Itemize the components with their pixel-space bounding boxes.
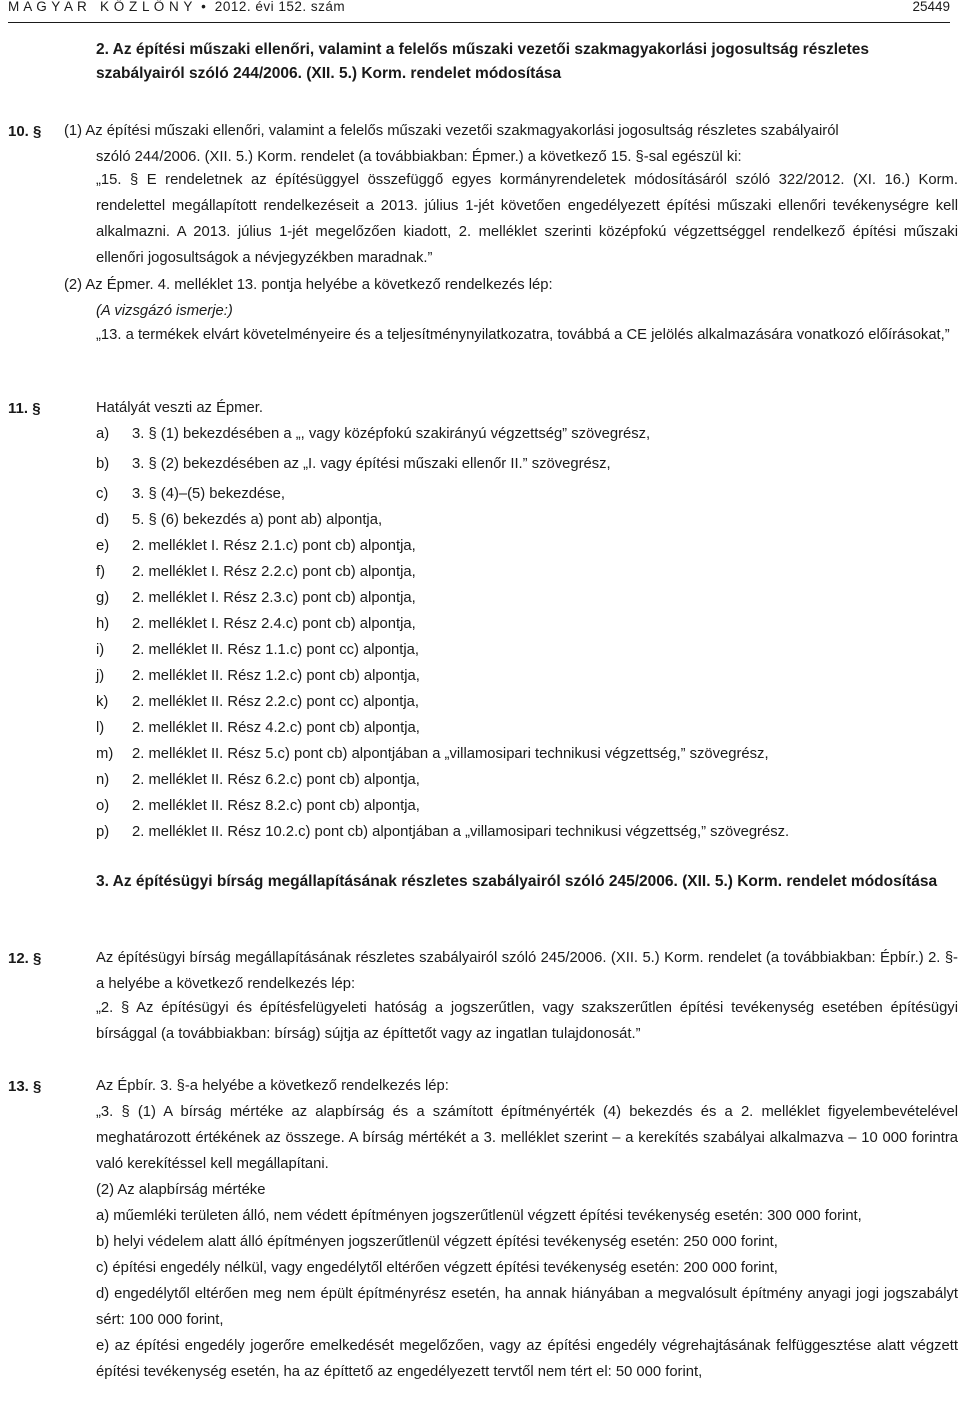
p13-intro: Az Épbír. 3. §-a helyébe a következő rendelkezés lép:: [96, 1078, 449, 1094]
list-item: 3. § (2) bekezdésében az „I. vagy építési műszaki ellenőr II.” szövegrész,: [132, 456, 611, 472]
p10-quote-13: „13. a termékek elvárt követelményeire és a teljesítménynyilatkozatra, továbbá a CE jelölés alkalmazására vonatkozó előírásokat,”: [96, 327, 950, 343]
list-item-label: g): [96, 590, 110, 606]
list-item: 2. melléklet II. Rész 8.2.c) pont cb) alpontja,: [132, 798, 420, 814]
p13-point-b: b) helyi védelem alatt álló építményen jogszerűtlenül végzett építési tevékenység esetén: 250 000 forint,: [96, 1234, 778, 1250]
list-item: 2. melléklet II. Rész 1.1.c) pont cc) alpontja,: [132, 642, 420, 658]
list-item-label: i): [96, 642, 105, 658]
list-item-label: k): [96, 694, 109, 710]
page-header: [8, 0, 950, 23]
list-item: 2. melléklet I. Rész 2.4.c) pont cb) alpontja,: [132, 616, 416, 632]
p13-quote-1: „3. § (1) A bírság mértéke az alapbírság és a számított építményérték (4) bekezdés és a 2. melléklet figyelembevételével meghatározott értékének az összege. A bírság mértékét a 3. melléklet szerint – a kerekítés szabályai alkalmazva – 10 000 forintra való kerekítéssel kell megállapítani.: [96, 1104, 958, 1172]
p13-point-d: d) engedélytől eltérően meg nem épült építményrész esetén, ha annak hiányában a megvalósult építmény anyagi jogi jogszabályt sért: 100 000 forint,: [96, 1286, 958, 1328]
list-item: 2. melléklet I. Rész 2.2.c) pont cb) alpontja,: [132, 564, 416, 580]
list-item: 2. melléklet II. Rész 4.2.c) pont cb) alpontja,: [132, 720, 420, 736]
list-item-label: h): [96, 616, 110, 632]
list-item-label: l): [96, 720, 105, 736]
paragraph-12-number: 12. §: [8, 950, 42, 967]
list-item-label: b): [96, 456, 110, 472]
list-item-label: p): [96, 824, 110, 840]
section-title-3: 3. Az építésügyi bírság megállapításának részletes szabályairól szóló 245/2006. (XII. 5.) Korm. rendelet módosítása: [96, 873, 938, 890]
p13-s2-head: (2) Az alapbírság mértéke: [96, 1182, 266, 1198]
journal-title: M A G Y A R K Ö Z L Ö N Y • 2012. évi 152. szám: [8, 0, 346, 14]
list-item: 2. melléklet II. Rész 1.2.c) pont cb) alpontja,: [132, 668, 420, 684]
list-item-label: c): [96, 486, 109, 502]
p10-quote-15: „15. § E rendeletnek az építésüggyel összefüggő egyes kormányrendeletek módosításáról szóló 322/2012. (XI. 16.) Korm. rendelettel megállapított rendelkezéseit a 2013. július 1-jét követően engedélyezett építési műszaki ellenőri tevékenységre kell alkalmazni. A 2013. július 1-jét megelőzően kiadott, 2. melléklet szerinti középfokú végzettséggel rendelkező építési műszaki ellenőri jogosultságok a névjegyzékben maradnak.”: [96, 172, 958, 266]
list-item: 5. § (6) bekezdés a) pont ab) alpontja,: [132, 512, 383, 528]
paragraph-10-number: 10. §: [8, 123, 42, 140]
list-item-label: n): [96, 772, 110, 788]
p10-s1-line2: szóló 244/2006. (XII. 5.) Korm. rendelet (a továbbiakban: Épmer.) a következő 15. §-sal egészül ki:: [96, 149, 742, 165]
list-item-label: o): [96, 798, 110, 814]
section-title-2: 2. Az építési műszaki ellenőri, valamint a felelős műszaki vezetői szakmagyakorlási jogosultság részletes szabályairól szóló 244/2006. (XII. 5.) Korm. rendelet módosítása: [96, 41, 870, 82]
p12-intro: Az építésügyi bírság megállapításának részletes szabályairól szóló 245/2006. (XII. 5.) Korm. rendelet (a továbbiakban: Épbír.) 2. §-a helyébe a következő rendelkezés lép:: [96, 950, 958, 992]
list-item-label: m): [96, 746, 114, 762]
list-item: 2. melléklet II. Rész 6.2.c) pont cb) alpontja,: [132, 772, 420, 788]
p12-quote: „2. § Az építésügyi és építésfelügyeleti hatóság a jogszerűtlen, vagy szakszerűtlen építési tevékenység esetében építésügyi bírsággal (a továbbiakban: bírság) sújtja az építtetőt vagy az ingatlan tulajdonosát.”: [96, 1000, 958, 1042]
p13-point-c: c) építési engedély nélkül, vagy engedélytől eltérően végzett építési tevékenység esetén: 200 000 forint,: [96, 1260, 778, 1276]
list-item: 2. melléklet I. Rész 2.1.c) pont cb) alpontja,: [132, 538, 416, 554]
list-item-label: f): [96, 564, 106, 580]
p13-point-a: a) műemléki területen álló, nem védett építményen jogszerűtlenül végzett építési tevékenység esetén: 300 000 forint,: [96, 1208, 862, 1224]
paragraph-11-number: 11. §: [8, 400, 41, 417]
list-item: 3. § (1) bekezdésében a „, vagy középfokú szakirányú végzettség” szövegrész,: [132, 426, 651, 442]
p11-intro: Hatályát veszti az Épmer.: [96, 400, 263, 416]
list-item: 2. melléklet II. Rész 2.2.c) pont cc) alpontja,: [132, 694, 420, 710]
list-item: 3. § (4)–(5) bekezdése,: [132, 486, 285, 502]
page-number: 25449: [912, 0, 950, 14]
paragraph-13-number: 13. §: [8, 1078, 42, 1095]
list-item-label: a): [96, 426, 110, 442]
p10-s2-italic: (A vizsgázó ismerje:): [96, 303, 233, 319]
list-item-label: e): [96, 538, 110, 554]
p10-s2: (2) Az Épmer. 4. melléklet 13. pontja helyébe a következő rendelkezés lép:: [64, 277, 553, 293]
p10-s1-line1: (1) Az építési műszaki ellenőri, valamint a felelős műszaki vezetői szakmagyakorlási jogosultság részletes szabályairól: [64, 123, 839, 139]
list-item-label: d): [96, 512, 110, 528]
list-item-label: j): [96, 668, 105, 684]
list-item: 2. melléklet II. Rész 10.2.c) pont cb) alpontjában a „villamosipari technikusi végzettség,” szövegrész.: [132, 824, 790, 840]
p13-point-e: e) az építési engedély jogerőre emelkedését megelőzően, vagy az építési engedély végrehajtásának felfüggesztése alatt végzett építési tevékenység esetén, ha az építtető az engedélyezett tervtől nem tért el: 50 000 forint,: [96, 1338, 958, 1380]
list-item: 2. melléklet II. Rész 5.c) pont cb) alpontjában a „villamosipari technikusi végzettség,” szövegrész,: [132, 746, 769, 762]
list-item: 2. melléklet I. Rész 2.3.c) pont cb) alpontja,: [132, 590, 416, 606]
